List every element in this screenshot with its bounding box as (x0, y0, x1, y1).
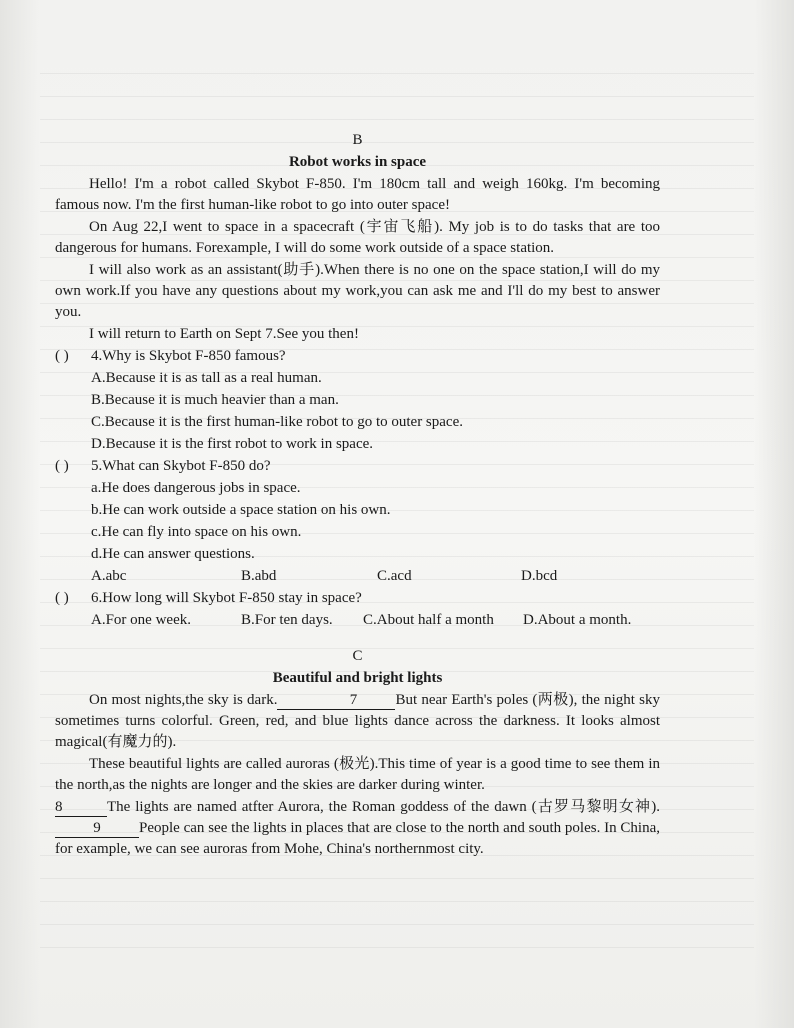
answer-bracket-q6[interactable]: ( ) (55, 590, 69, 606)
question-4 (55, 346, 660, 367)
passage-b-paragraph-3: I will also work as an assistant(助手).When there is no one on the space station,I will do my own work.If you have any questions about my work,you can ask me and I'll do my best to answer you. (55, 262, 660, 320)
q5-statement-d: d.He can answer questions. (91, 546, 255, 562)
section-b-letter: B (352, 132, 363, 148)
q4-option-d: D.Because it is the first robot to work in space. (91, 436, 374, 452)
q6-choice-c: C.About half a month (363, 612, 494, 628)
question-6-stem: 6.How long will Skybot F-850 stay in space? (91, 590, 362, 606)
q5-statement-a: a.He does dangerous jobs in space. (91, 480, 301, 496)
passage-c-p1-before: On most nights,the sky is dark. (89, 692, 278, 708)
q5-choice-d: D.bcd (521, 568, 558, 584)
q4-option-b: B.Because it is much heavier than a man. (91, 392, 339, 408)
question-5 (55, 456, 660, 477)
q5-choices (91, 566, 660, 587)
blank-8[interactable]: 8 (55, 799, 107, 817)
worksheet-content (55, 130, 660, 861)
passage-c-p3-after: People can see the lights in places that are close to the north and south poles. In China, for example, we can see auroras from Mohe, China's northernmost city. (55, 820, 660, 857)
section-gap (55, 632, 660, 646)
section-b-title: Robot works in space (288, 154, 427, 170)
answer-bracket-q5[interactable]: ( ) (55, 458, 69, 474)
passage-b-paragraph-1: Hello! I'm a robot called Skybot F-850. I'm 180cm tall and weigh 160kg. I'm becoming famous now. I'm the first human-like robot to go into outer space! (55, 176, 660, 213)
passage-c-paragraph-1 (55, 690, 660, 753)
question-6 (55, 588, 660, 609)
q6-choice-d: D.About a month. (523, 612, 632, 628)
passage-c-p3-mid: The lights are named atfter Aurora, the Roman goddess of the dawn (古罗马黎明女神). (107, 799, 660, 815)
answer-bracket-q4[interactable]: ( ) (55, 348, 69, 364)
blank-9[interactable]: 9 (55, 820, 139, 838)
q5-statement-c: c.He can fly into space on his own. (91, 524, 302, 540)
passage-c-p1-after: But near Earth's poles (两极), the night sky sometimes turns colorful. Green, red, and blue lights dance across the darkness. It looks almost magical(有魔力的). (55, 692, 660, 750)
passage-c-paragraph-2: These beautiful lights are called auroras (极光).This time of year is a good time to see them in the north,as the nights are longer and the skies are darker during winter. (55, 756, 660, 793)
question-4-stem: 4.Why is Skybot F-850 famous? (91, 348, 286, 364)
question-5-stem: 5.What can Skybot F-850 do? (91, 458, 271, 474)
q5-choice-a: A.abc (91, 568, 127, 584)
passage-b-paragraph-2: On Aug 22,I went to space in a spacecraft (宇宙飞船). My job is to do tasks that are too dangerous for humans. Forexample, I will do some work outside of a space station. (55, 219, 660, 256)
q5-statement-b: b.He can work outside a space station on his own. (91, 502, 391, 518)
page-edge-shadow-right (754, 0, 794, 1028)
section-c-title: Beautiful and bright lights (272, 670, 443, 686)
blank-7[interactable]: 7 (277, 692, 395, 710)
q6-choice-a: A.For one week. (91, 612, 191, 628)
page-edge-shadow-left (0, 0, 40, 1028)
q5-choice-b: B.abd (241, 568, 277, 584)
q4-option-c: C.Because it is the first human-like robot to go to outer space. (91, 414, 463, 430)
q4-option-a: A.Because it is as tall as a real human. (91, 370, 322, 386)
q6-choice-b: B.For ten days. (241, 612, 333, 628)
passage-b-paragraph-4: I will return to Earth on Sept 7.See you then! (89, 326, 359, 342)
q5-choice-c: C.acd (377, 568, 412, 584)
section-c-letter: C (352, 648, 363, 664)
q6-choices (91, 610, 660, 631)
passage-c-paragraph-3 (55, 797, 660, 860)
